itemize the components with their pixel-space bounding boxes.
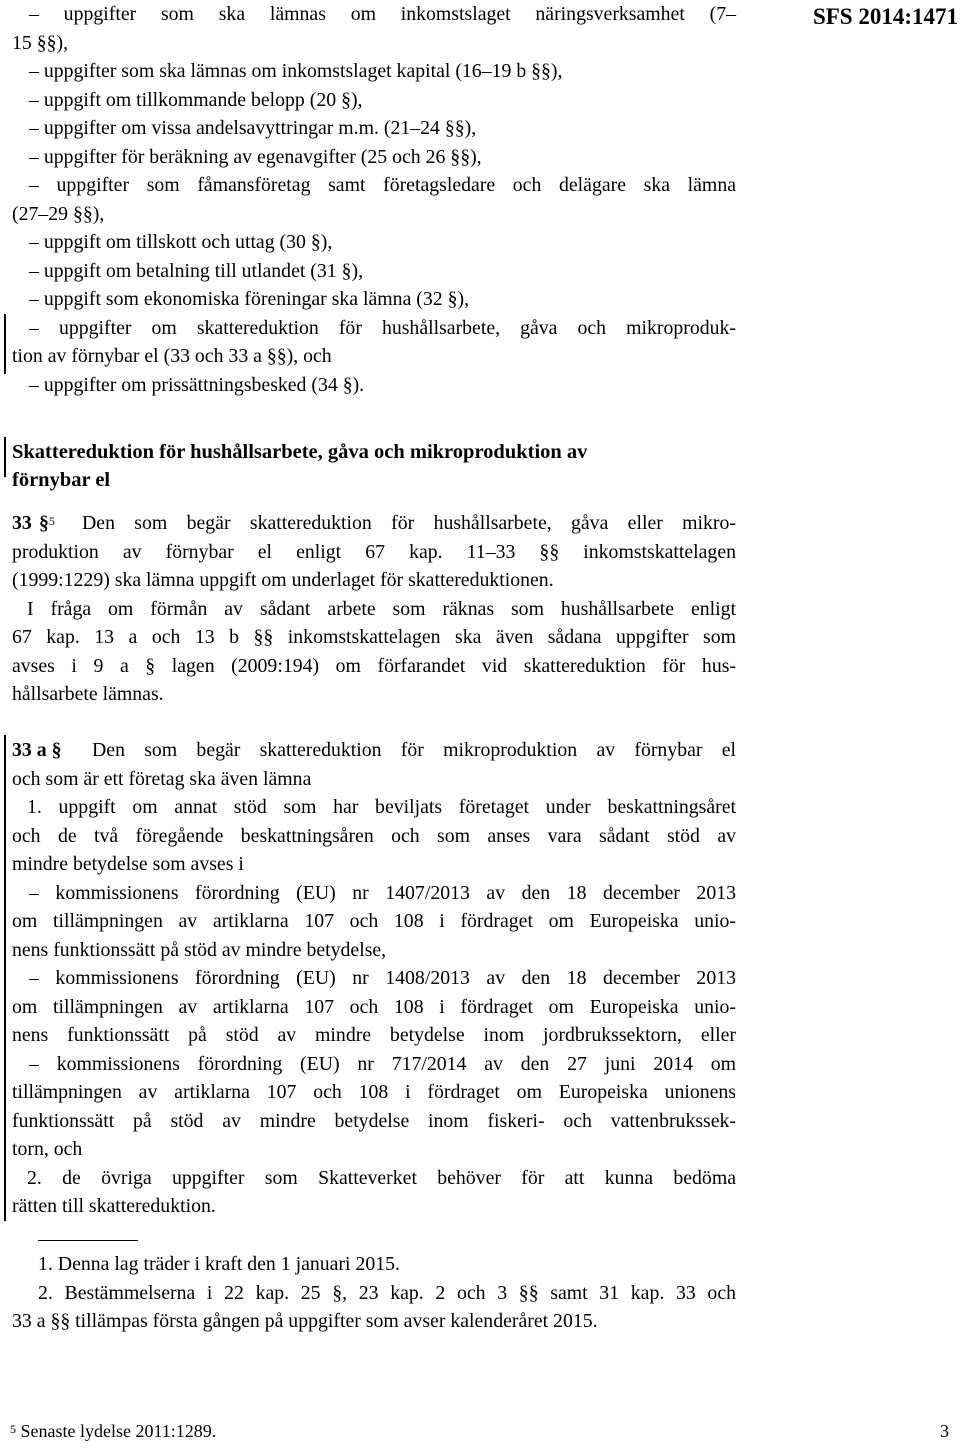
section-33-first-line [12, 509, 736, 538]
transitional-item: 33 a §§ tillämpas första gången på uppgifter som avser kalenderåret 2015. [12, 1310, 598, 1332]
list-item: (27–29 §§), [12, 202, 105, 225]
section-text: hållsarbete lämnas. [12, 683, 164, 705]
section-text: mindre betydelse som avses i [12, 853, 244, 875]
list-item: – uppgifter som ska lämnas om inkomstslaget näringsverksamhet (7– [29, 3, 736, 25]
section-heading: Skattereduktion för hushållsarbete, gåva och mikroproduktion av [12, 441, 588, 463]
section-text: nens funktionssätt på stöd av mindre betydelse inom jordbrukssektorn, eller [12, 1024, 736, 1046]
list-item: – kommissionens förordning (EU) nr 1408/2013 av den 18 december 2013 [29, 967, 736, 989]
list-item: – uppgifter om prissättningsbesked (34 §). [29, 373, 365, 396]
section-text: och som är ett företag ska även lämna [12, 767, 312, 790]
section-text: (1999:1229) ska lämna uppgift om underlaget för skattereduktionen. [12, 569, 554, 591]
list-item: – uppgifter om skattereduktion för hushållsarbete, gåva och mikroproduk- [29, 316, 736, 339]
list-item: – uppgifter om vissa andelsavyttringar m.m. (21–24 §§), [29, 117, 477, 139]
change-bar [4, 437, 6, 477]
list-item: tion av förnybar el (33 och 33 a §§), och [12, 345, 332, 367]
transitional-item: 1. Denna lag träder i kraft den 1 januari 2015. [38, 1253, 400, 1275]
section-text: 1. uppgift om annat stöd som har beviljats företaget under beskattningsåret [27, 796, 736, 818]
section-text: I fråga om förmån av sådant arbete som räknas som hushållsarbete enligt [27, 597, 736, 620]
section-text: och de två föregående beskattningsåren och som anses vara sådant stöd av [12, 824, 736, 847]
change-bar [4, 314, 6, 374]
section-text: avses i 9 a § lagen (2009:194) om förfarandet vid skattereduktion för hus- [12, 654, 736, 677]
list-item: – uppgift som ekonomiska föreningar ska lämna (32 §), [29, 288, 470, 310]
footnote-number: 5 [10, 1422, 16, 1436]
transitional-item: 2. Bestämmelserna i 22 kap. 25 §, 23 kap. 2 och 3 §§ samt 31 kap. 33 och [38, 1281, 736, 1304]
section-text: om tillämpningen av artiklarna 107 och 108 i fördraget om Europeiska unio- [12, 910, 736, 932]
section-text: nens funktionssätt på stöd av mindre betydelse, [12, 938, 387, 961]
section-33a-first-line [12, 736, 736, 765]
list-item: – uppgift om tillskott och uttag (30 §), [29, 231, 333, 253]
list-item: – uppgift om betalning till utlandet (31 §), [29, 259, 364, 282]
page-number: 3 [940, 1421, 949, 1441]
transitional-divider [38, 1240, 138, 1241]
list-item: – uppgift om tillkommande belopp (20 §), [29, 88, 363, 111]
list-item: – kommissionens förordning (EU) nr 717/2014 av den 27 juni 2014 om [29, 1052, 736, 1075]
section-text: produktion av förnybar el enligt 67 kap. 11–33 §§ inkomstskattelagen [12, 540, 736, 563]
section-text: torn, och [12, 1138, 83, 1160]
section-text: Den som begär skattereduktion för mikroproduktion av förnybar el [92, 739, 736, 761]
footnote [10, 1420, 216, 1442]
section-text: om tillämpningen av artiklarna 107 och 108 i fördraget om Europeiska unio- [12, 995, 736, 1018]
list-item: – kommissionens förordning (EU) nr 1407/2013 av den 18 december 2013 [29, 881, 736, 904]
section-text: tillämpningen av artiklarna 107 och 108 i fördraget om Europeiska unionens [12, 1081, 736, 1103]
list-item: – uppgifter som ska lämnas om inkomstslaget kapital (16–19 b §§), [29, 60, 563, 82]
section-text: 67 kap. 13 a och 13 b §§ inkomstskattelagen ska även sådana uppgifter som [12, 626, 736, 648]
list-item: – uppgifter som fåmansföretag samt företagsledare och delägare ska lämna [29, 174, 736, 196]
section-text: funktionssätt på stöd av mindre betydelse inom fiskeri- och vattenbrukssek- [12, 1109, 736, 1132]
section-number: 33 [12, 512, 32, 534]
section-sign: § [34, 512, 49, 534]
change-bar [4, 735, 6, 1221]
section-text: Den som begär skattereduktion för hushållsarbete, gåva eller mikro- [82, 512, 736, 534]
sfs-number: SFS 2014:1471 [812, 4, 958, 29]
section-number: 33 a § [12, 739, 62, 761]
footnote-text: Senaste lydelse 2011:1289. [20, 1421, 217, 1441]
footnote-ref: 5 [48, 514, 55, 528]
list-item: 15 §§), [12, 31, 69, 54]
section-text: rätten till skattereduktion. [12, 1195, 216, 1217]
list-item: – uppgifter för beräkning av egenavgifter (25 och 26 §§), [29, 145, 482, 168]
section-text: 2. de övriga uppgifter som Skatteverket behöver för att kunna bedöma [27, 1166, 736, 1189]
section-heading: förnybar el [12, 469, 111, 491]
